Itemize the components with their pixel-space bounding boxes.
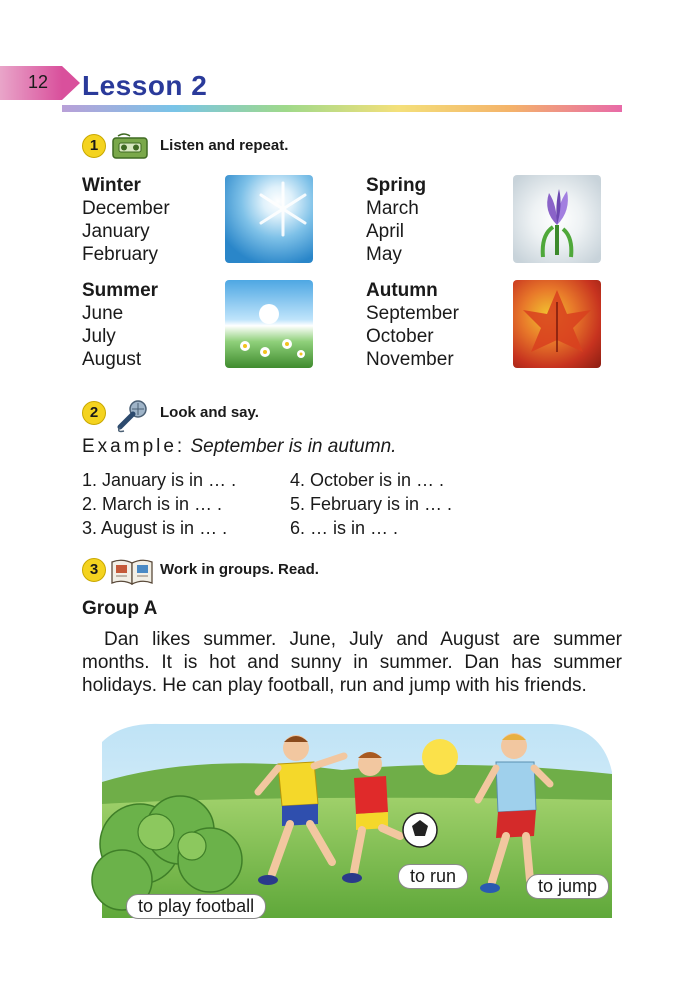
- month: March: [366, 198, 419, 219]
- microphone-icon: [110, 399, 150, 429]
- task-number-badge: 2: [82, 401, 106, 425]
- exercise-item: 6. … is in … .: [290, 518, 399, 538]
- winter-snowflake-image: [225, 175, 313, 263]
- task-2-instruction: Look and say.: [160, 404, 259, 421]
- label-to-jump: to jump: [526, 874, 609, 899]
- season-name: Winter: [82, 175, 141, 196]
- exercise-item: 1. January is in … .: [82, 470, 237, 490]
- month: July: [82, 326, 116, 347]
- month: August: [82, 349, 142, 370]
- month: February: [82, 244, 159, 265]
- exercise-list-right: [290, 468, 452, 540]
- label-to-play-football: to play football: [126, 894, 266, 919]
- season-autumn: [366, 279, 459, 371]
- group-title: Group A: [82, 598, 158, 619]
- task-number-badge: 3: [82, 558, 106, 582]
- month: December: [82, 198, 170, 219]
- exercise-item: 4. October is in … .: [290, 470, 445, 490]
- example-lead: Example:: [82, 436, 186, 457]
- month: November: [366, 349, 454, 370]
- season-name: Autumn: [366, 280, 438, 301]
- month: June: [82, 303, 124, 324]
- lesson-title: Lesson 2: [82, 70, 208, 101]
- example-line: [82, 436, 396, 458]
- month: April: [366, 221, 405, 242]
- exercise-item: 5. February is in … .: [290, 494, 453, 514]
- exercise-item: 2. March is in … .: [82, 494, 223, 514]
- exercise-list-left: [82, 468, 236, 540]
- task-1-instruction: Listen and repeat.: [160, 137, 289, 154]
- page-number: 12: [28, 72, 49, 92]
- title-underline-bar: [62, 105, 622, 112]
- season-spring: [366, 174, 426, 266]
- exercise-item: 3. August is in … .: [82, 518, 228, 538]
- summer-daisies-image: [225, 280, 313, 368]
- month: January: [82, 221, 150, 242]
- season-name: Summer: [82, 280, 159, 301]
- month: October: [366, 326, 434, 347]
- task-3-instruction: Work in groups. Read.: [160, 561, 319, 578]
- label-to-run: to run: [398, 864, 468, 889]
- example-text: September is in autumn.: [190, 436, 397, 457]
- open-book-icon: [110, 556, 150, 586]
- month: September: [366, 303, 459, 324]
- reading-paragraph: Dan likes summer. June, July and August are summer months. It is hot and sunny in summer. Dan has summer holidays. He can play football, run and jump with his friends.: [82, 629, 622, 696]
- task-number-badge: 1: [82, 134, 106, 158]
- football-illustration: [82, 712, 622, 918]
- season-name: Spring: [366, 175, 427, 196]
- month: May: [366, 244, 402, 265]
- season-summer: [82, 279, 158, 371]
- autumn-leaves-image: [513, 280, 601, 368]
- season-winter: [82, 174, 170, 266]
- spring-crocus-image: [513, 175, 601, 263]
- cassette-icon: [110, 132, 150, 162]
